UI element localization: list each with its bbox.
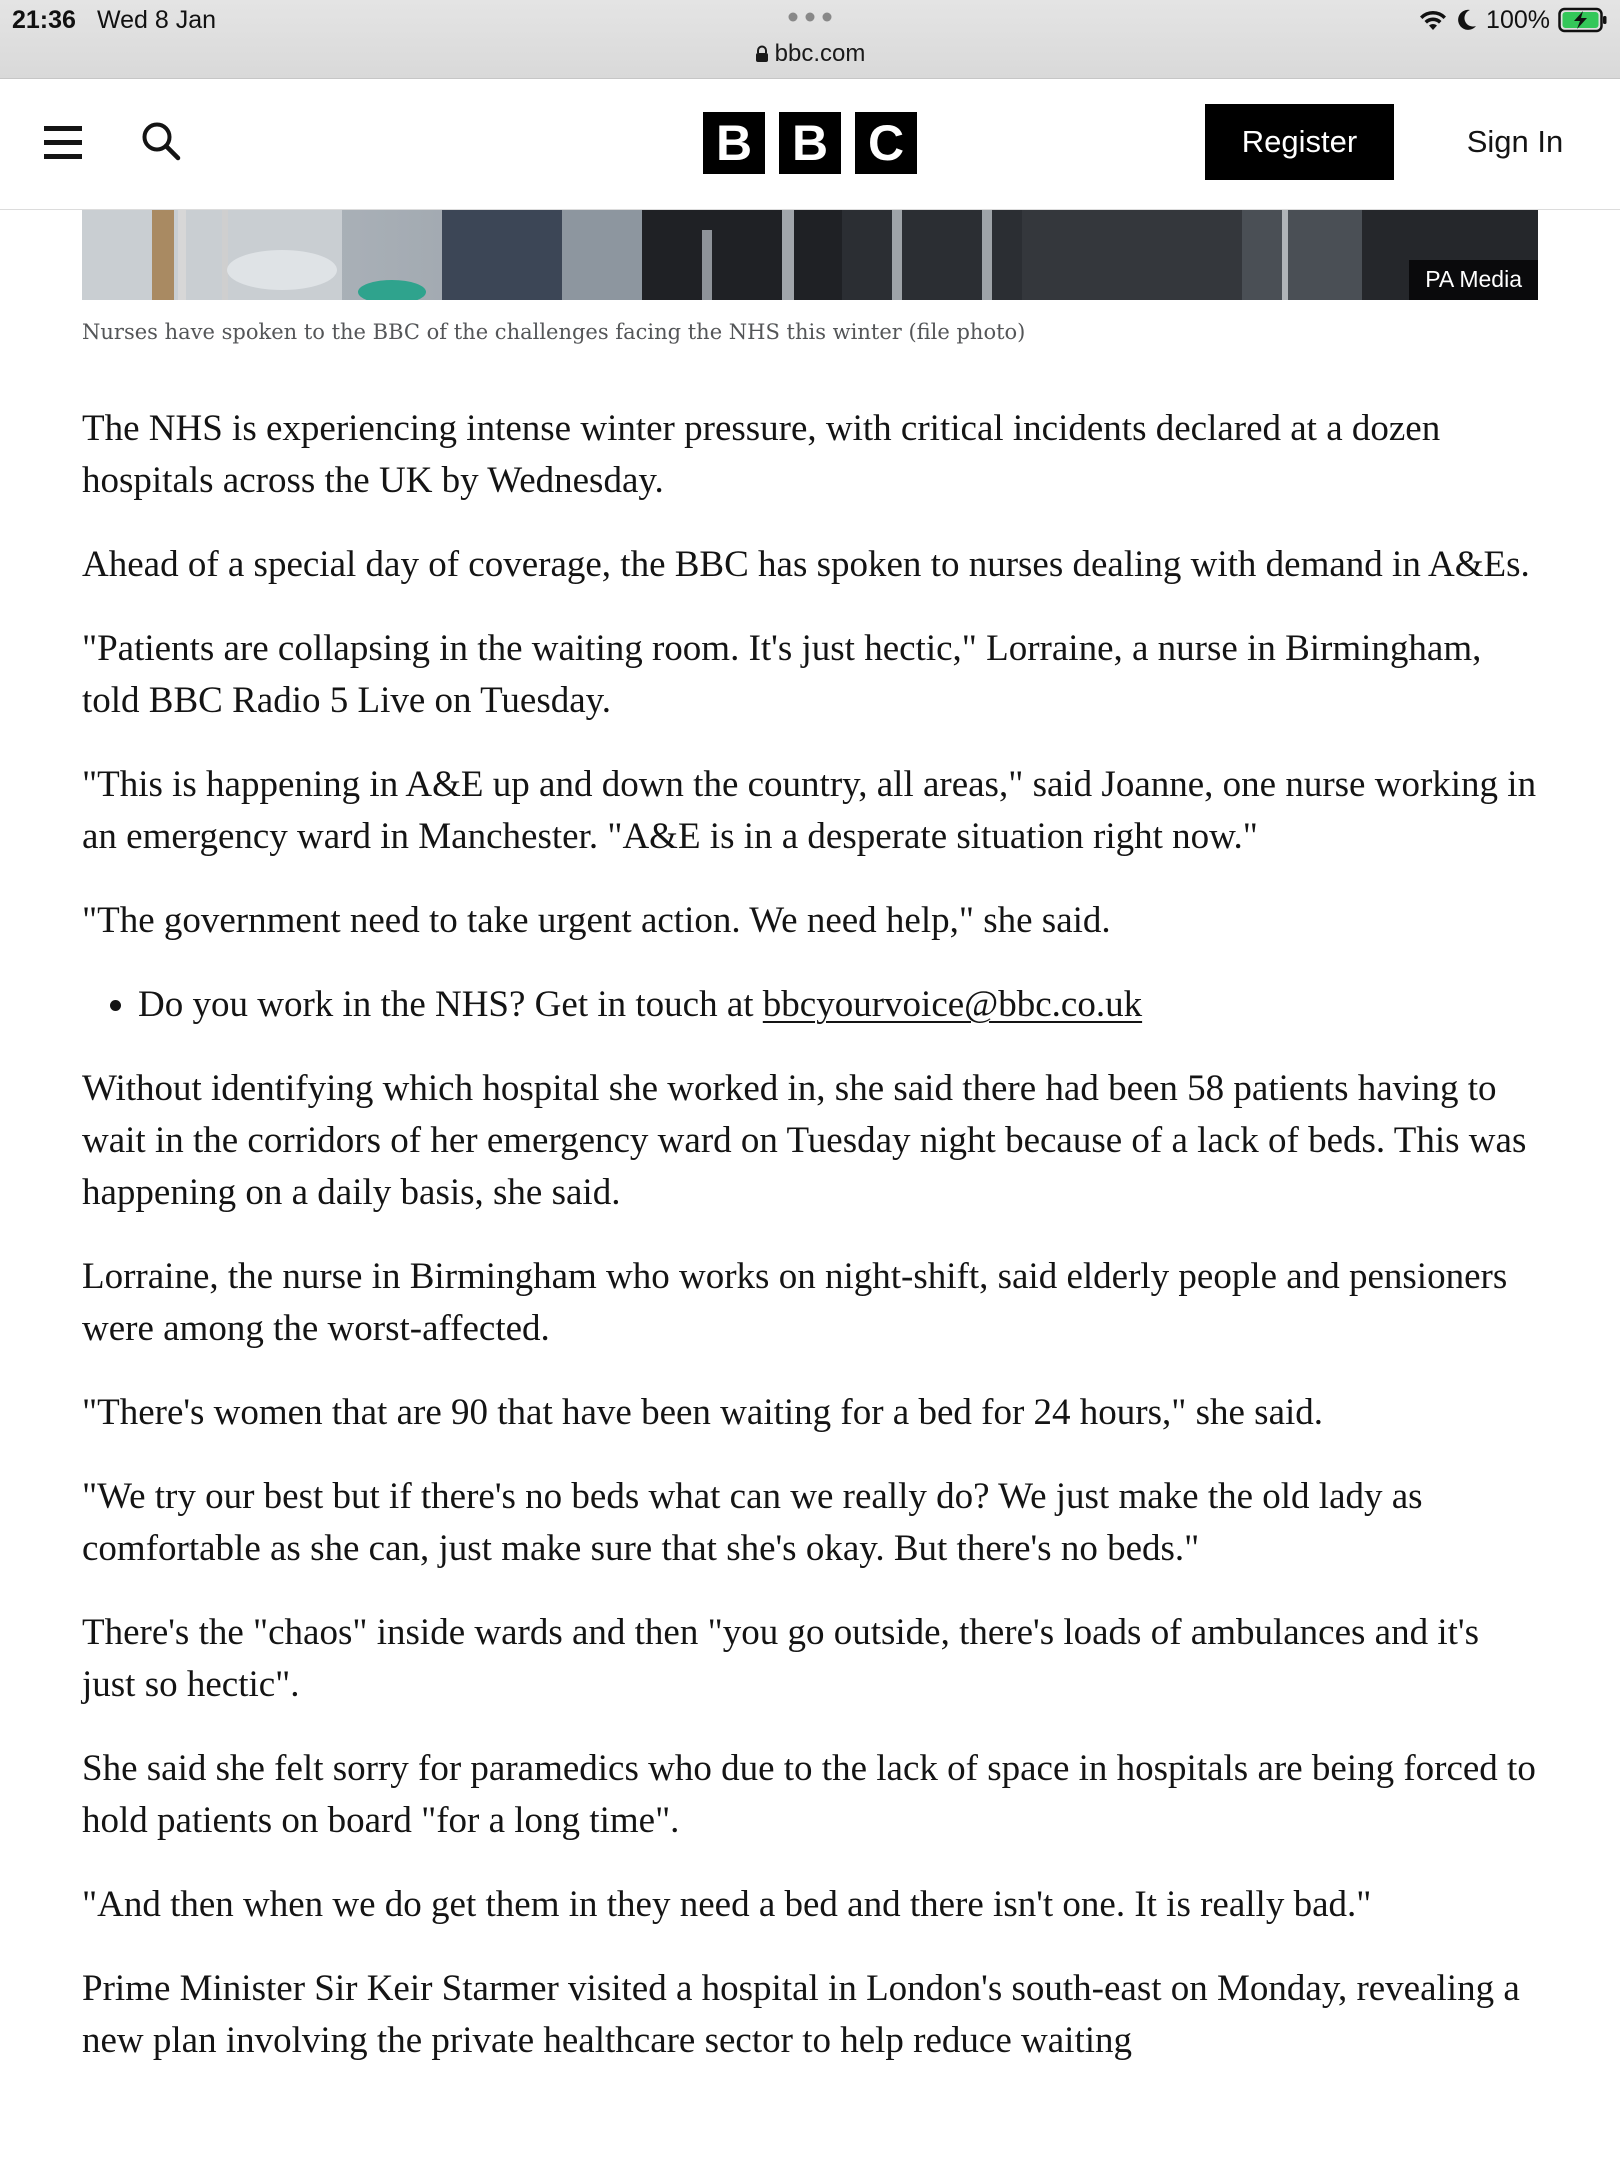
status-indicators bbox=[1418, 4, 1608, 36]
moon-icon bbox=[1456, 8, 1478, 32]
battery-charging-icon bbox=[1558, 7, 1608, 33]
search-icon bbox=[140, 120, 182, 162]
article-paragraph: Without identifying which hospital she worked in, she said there had been 58 patients having to wait in the corridors of her emergency ward on Tuesday night because of a lack of beds. This was happening on a daily basis, she said. bbox=[82, 1068, 1527, 1213]
article-paragraph: "There's women that are 90 that have been waiting for a bed for 24 hours," she said. bbox=[82, 1392, 1324, 1433]
menu-button[interactable] bbox=[44, 123, 84, 163]
wifi-icon bbox=[1418, 8, 1448, 32]
contact-list bbox=[82, 979, 1538, 1031]
sign-in-link[interactable]: Sign In bbox=[1466, 124, 1564, 159]
contact-prompt: Do you work in the NHS? Get in touch at bbox=[138, 984, 763, 1025]
article-paragraph: The NHS is experiencing intense winter pressure, with critical incidents declared at a dozen hospitals across the UK by Wednesday. bbox=[82, 408, 1441, 501]
article-paragraph: "Patients are collapsing in the waiting room. It's just hectic," Lorraine, a nurse in Birmingham, told BBC Radio 5 Live on Tuesday. bbox=[82, 628, 1482, 721]
hamburger-menu-icon bbox=[44, 123, 84, 163]
contact-email-link[interactable]: bbcyourvoice@bbc.co.uk bbox=[762, 984, 1143, 1025]
address-bar[interactable] bbox=[0, 34, 1620, 74]
article-paragraph: "This is happening in A&E up and down the country, all areas," said Joanne, one nurse working in an emergency ward in Manchester. "A&E is in a desperate situation right now." bbox=[82, 764, 1537, 857]
url-text: bbc.com bbox=[774, 40, 866, 67]
contact-list-item bbox=[138, 979, 1538, 1031]
article-paragraph: Prime Minister Sir Keir Starmer visited a hospital in London's south-east on Monday, revealing a new plan involving the private healthcare sector to help reduce waiting bbox=[82, 1968, 1520, 2061]
hospital-corridor-photo bbox=[82, 210, 1538, 300]
bbc-logo[interactable] bbox=[703, 112, 917, 174]
register-button[interactable]: Register bbox=[1205, 104, 1394, 180]
hero-image bbox=[82, 210, 1538, 300]
bbc-logo-letter: C bbox=[855, 112, 917, 174]
lock-icon bbox=[755, 45, 769, 63]
bbc-logo-letter: B bbox=[703, 112, 765, 174]
image-credit: PA Media bbox=[1409, 260, 1538, 300]
image-caption: Nurses have spoken to the BBC of the challenges facing the NHS this winter (file photo) bbox=[82, 320, 1026, 344]
status-bar bbox=[0, 0, 1620, 79]
article-paragraph: "We try our best but if there's no beds what can we really do? We just make the old lady as comfortable as she can, just make sure that she's okay. But there's no beds." bbox=[82, 1476, 1423, 1569]
site-header bbox=[0, 79, 1620, 210]
bbc-logo-letter: B bbox=[779, 112, 841, 174]
article-paragraph: "The government need to take urgent action. We need help," she said. bbox=[82, 900, 1111, 941]
article-paragraph: Ahead of a special day of coverage, the BBC has spoken to nurses dealing with demand in A&Es. bbox=[82, 544, 1530, 585]
multitasking-dots-icon[interactable] bbox=[788, 12, 832, 22]
status-time: 21:36 bbox=[12, 6, 76, 34]
article-paragraph: There's the "chaos" inside wards and then "you go outside, there's loads of ambulances and it's just so hectic". bbox=[82, 1612, 1479, 1705]
article-paragraph: She said she felt sorry for paramedics who due to the lack of space in hospitals are being forced to hold patients on board "for a long time". bbox=[82, 1748, 1536, 1841]
article-paragraph: Lorraine, the nurse in Birmingham who works on night-shift, said elderly people and pensioners were among the worst-affected. bbox=[82, 1256, 1508, 1349]
article-paragraph: "And then when we do get them in they need a bed and there isn't one. It is really bad." bbox=[82, 1884, 1372, 1925]
battery-percent: 100% bbox=[1486, 5, 1550, 34]
article-body bbox=[82, 403, 1562, 2099]
status-date: Wed 8 Jan bbox=[97, 6, 217, 34]
search-button[interactable] bbox=[140, 120, 182, 162]
